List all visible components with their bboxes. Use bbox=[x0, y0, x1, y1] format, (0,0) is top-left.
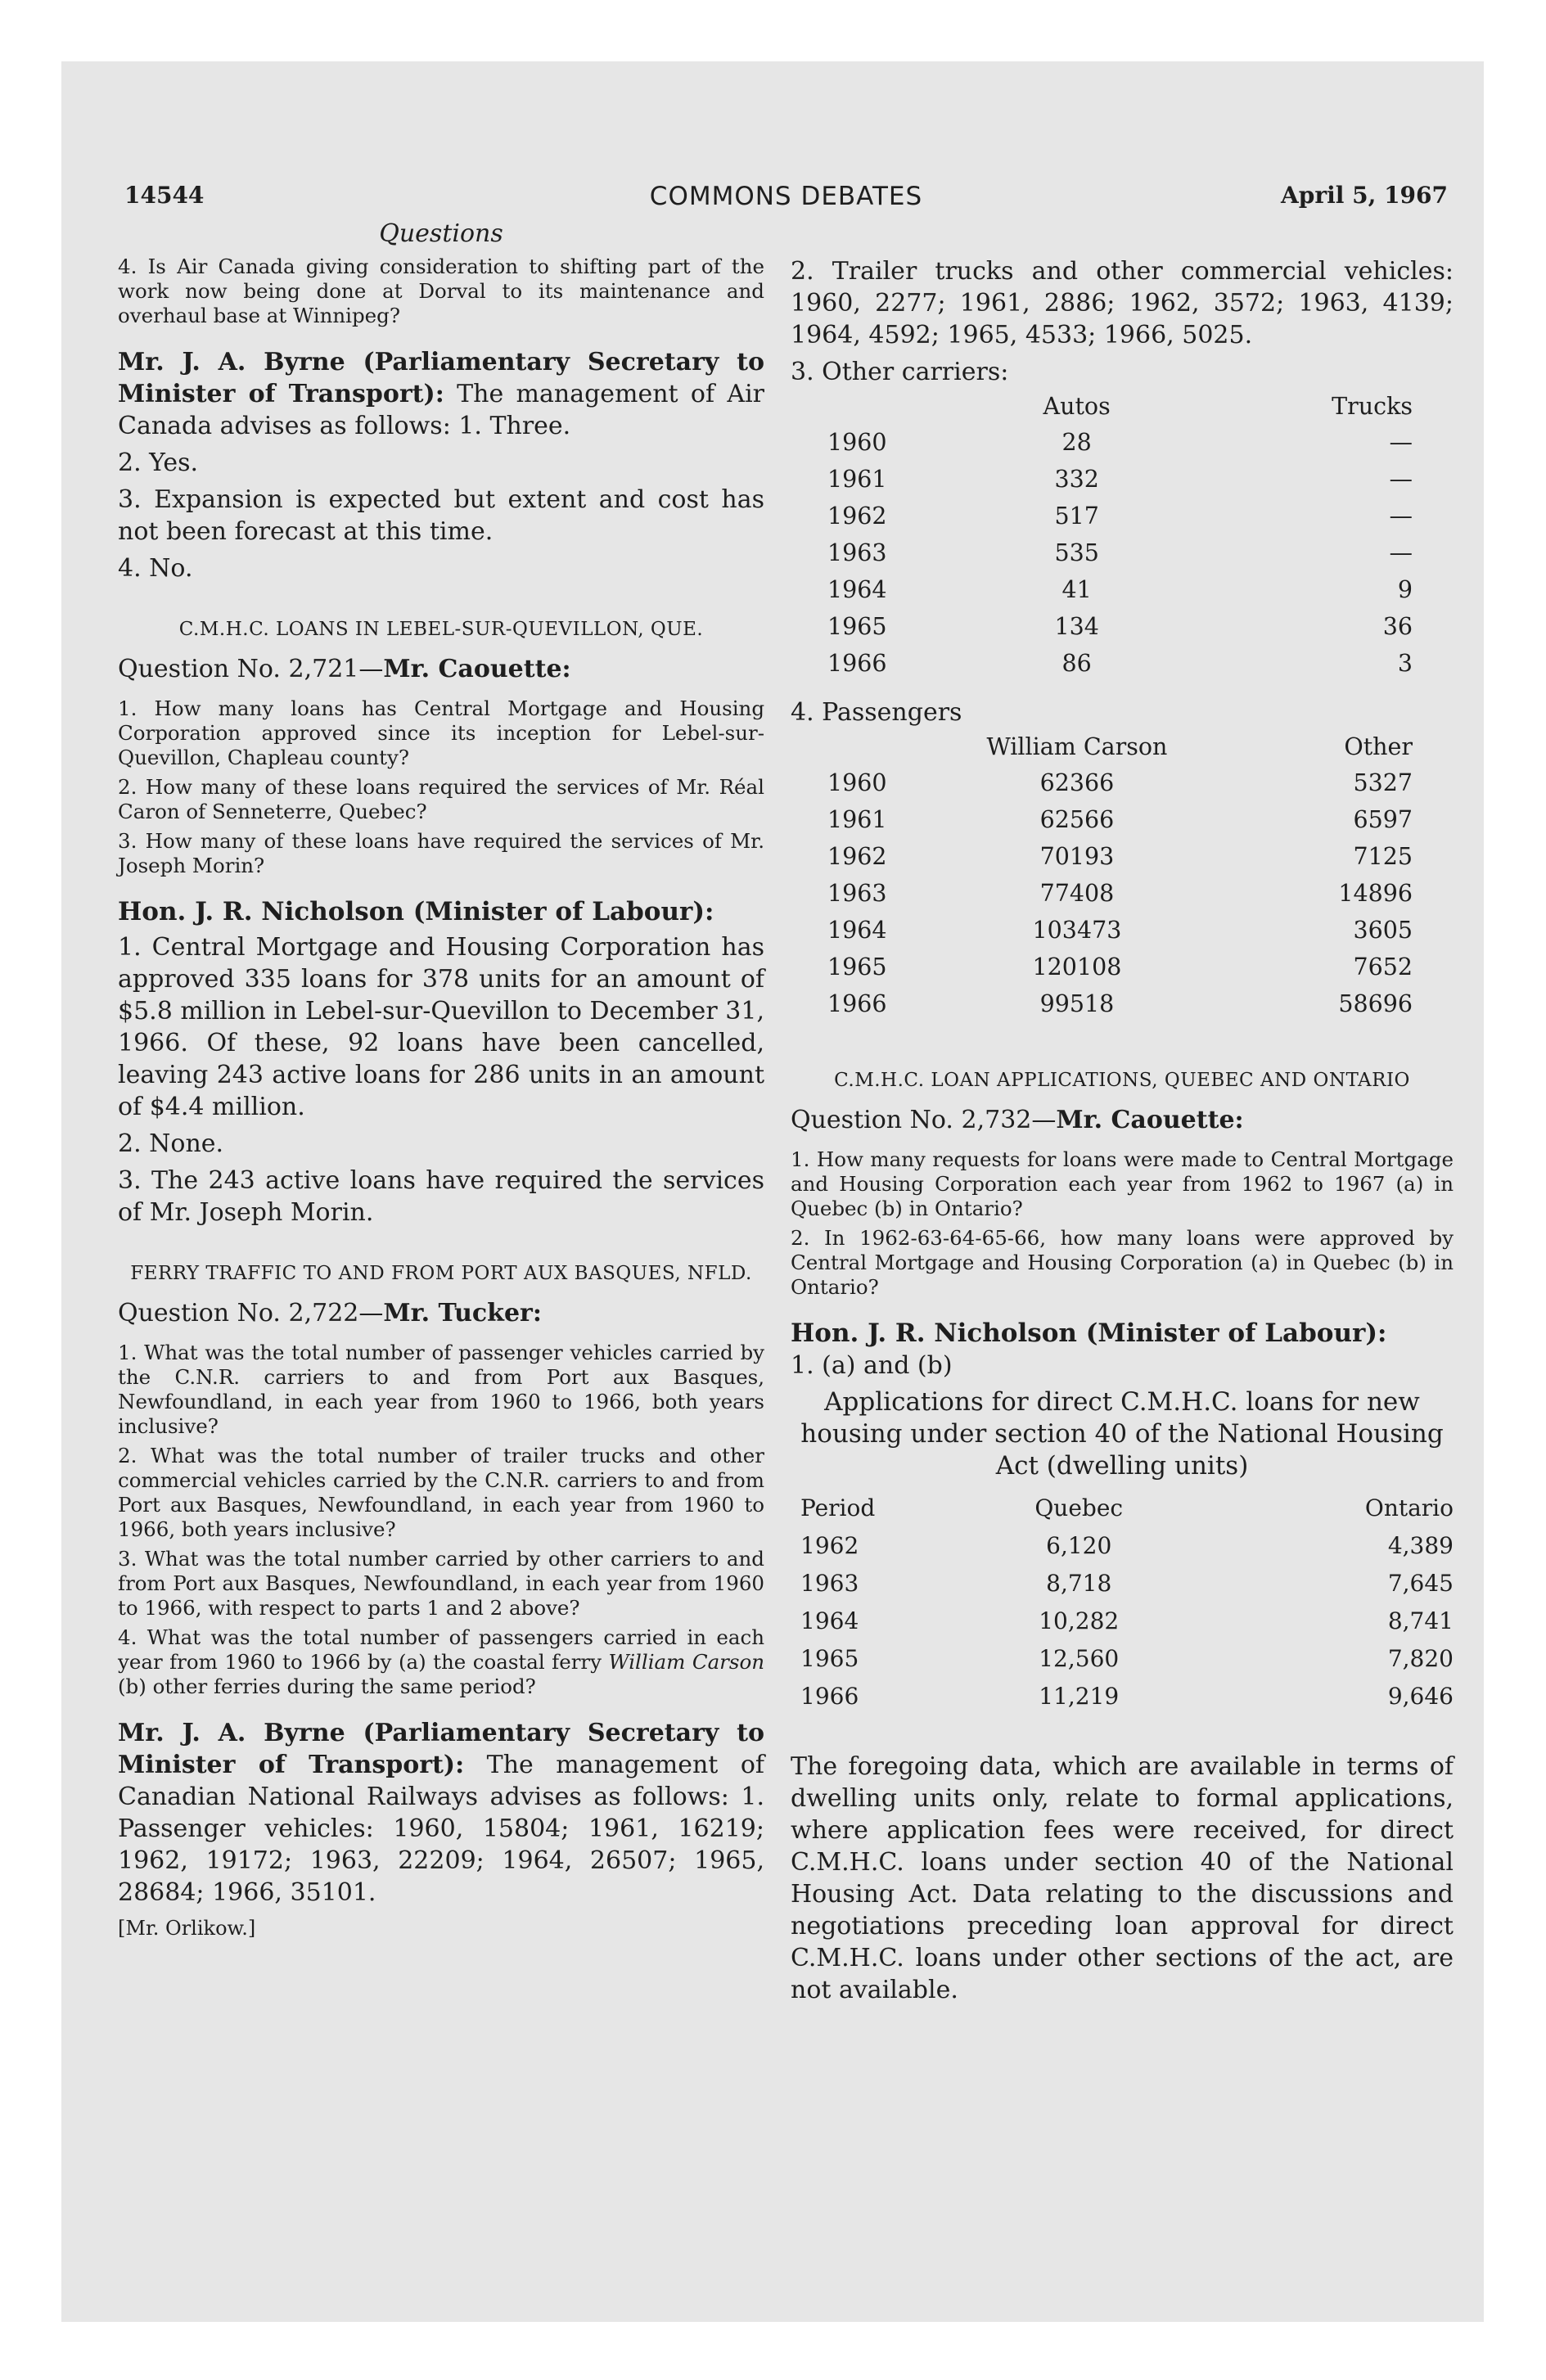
speaker-reference: [Mr. Orlikow.] bbox=[118, 1917, 256, 1940]
column-header: Autos bbox=[1043, 392, 1111, 420]
table-cell: 36 bbox=[1382, 613, 1413, 640]
question-text: 3. How many of these loans have required the services of Mr. Joseph Morin? bbox=[118, 829, 764, 877]
table-cell: 134 bbox=[1054, 613, 1099, 640]
table-cell: 517 bbox=[1054, 503, 1099, 530]
answer-item: 3. The 243 active loans have required the services of Mr. Joseph Morin. bbox=[118, 1166, 764, 1227]
table-row bbox=[807, 498, 1429, 534]
table-cell: 1965 bbox=[827, 953, 887, 980]
table-cell: — bbox=[1389, 503, 1413, 530]
table-row bbox=[807, 875, 1429, 912]
table-cell: — bbox=[1389, 539, 1413, 566]
table-header-row bbox=[791, 1489, 1454, 1526]
table-cell: 1963 bbox=[827, 880, 887, 907]
section-title: FERRY TRAFFIC TO AND FROM PORT AUX BASQUES, NFLD. bbox=[130, 1263, 752, 1284]
table-row bbox=[807, 838, 1429, 875]
table-cell: 41 bbox=[1061, 576, 1092, 603]
table-row bbox=[807, 801, 1429, 838]
table-row bbox=[807, 461, 1429, 498]
table-row bbox=[807, 424, 1429, 461]
table-cell: 6597 bbox=[1353, 806, 1413, 833]
column-header: Other bbox=[1344, 732, 1413, 760]
page-number: 14544 bbox=[124, 182, 205, 209]
column-header: Quebec bbox=[1034, 1494, 1124, 1521]
table-cell: 1960 bbox=[827, 429, 887, 456]
table-cell: 5327 bbox=[1353, 769, 1413, 796]
passengers-table bbox=[807, 728, 1429, 1022]
other-carriers-table bbox=[807, 388, 1429, 682]
table-cell: 535 bbox=[1054, 539, 1099, 566]
question-text: 4. What was the total number of passengers carried in each year from 1960 to 1966 by (a) the coastal ferry William Carson (b) other ferries during the same period? bbox=[118, 1625, 764, 1698]
table-cell: 332 bbox=[1054, 466, 1099, 493]
table-row bbox=[791, 1677, 1454, 1715]
table-row bbox=[791, 1639, 1454, 1677]
question-text: 4. Is Air Canada giving consideration to shifting part of the work now being done at Dorval to its maintenance and overhaul base at Winnipeg? bbox=[118, 255, 764, 327]
table-cell: 1963 bbox=[827, 539, 887, 566]
table-cell: — bbox=[1389, 466, 1413, 493]
closing-paragraph: The foregoing data, which are available in terms of dwelling units only, relate to formal applications, where application fees were received, for direct C.M.H.C. loans under section 40 of the National Housing Act. Data relating to the discussions and negotiations preceding loan approval for direct C.M.H.C. loans under other sections of the act, are not available. bbox=[791, 1752, 1454, 2004]
section-title: C.M.H.C. LOANS IN LEBEL-SUR-QUEVILLON, QUE. bbox=[178, 619, 704, 640]
table-cell: 4,389 bbox=[1387, 1531, 1454, 1559]
table-row bbox=[791, 1564, 1454, 1602]
table-cell: 6,120 bbox=[1046, 1531, 1112, 1559]
table-cell: — bbox=[1389, 429, 1413, 456]
table-cell: 7125 bbox=[1353, 843, 1413, 870]
table-row bbox=[791, 1602, 1454, 1639]
table-cell: 1961 bbox=[827, 806, 887, 833]
answer-item: 2. Yes. bbox=[118, 449, 199, 477]
table-caption: Applications for direct C.M.H.C. loans for new housing under section 40 of the National Housing Act (dwelling units) bbox=[800, 1387, 1444, 1481]
table-cell: 1962 bbox=[800, 1531, 859, 1559]
table-cell: 62366 bbox=[1039, 769, 1115, 796]
table-header-row bbox=[807, 388, 1429, 424]
column-header: Period bbox=[800, 1494, 876, 1521]
answer-item: 3. Expansion is expected but extent and cost has not been forecast at this time. bbox=[118, 485, 764, 546]
table-cell: 9 bbox=[1397, 576, 1413, 603]
table-cell: 28 bbox=[1061, 429, 1092, 456]
answer-item: 4. Passengers bbox=[791, 698, 962, 727]
table-row bbox=[807, 764, 1429, 801]
table-cell: 1961 bbox=[827, 466, 887, 493]
section-title: C.M.H.C. LOAN APPLICATIONS, QUEBEC AND ONTARIO bbox=[834, 1070, 1410, 1091]
table-cell: 1966 bbox=[827, 650, 887, 677]
table-cell: 103473 bbox=[1032, 917, 1122, 944]
table-cell: 7,820 bbox=[1387, 1644, 1454, 1672]
answer-text: The management of Canadian National Railways advises as follows: 1. Passenger vehicles: 1960, 15804; 1961, 16219; 1962, 19172; 1963, 22209; 1964, 26507; 1965, 28684; 1966, 35101. bbox=[118, 1751, 765, 1907]
table-cell: 10,282 bbox=[1039, 1607, 1120, 1634]
table-cell: 1962 bbox=[827, 503, 887, 530]
table-cell: 3 bbox=[1397, 650, 1413, 677]
table-cell: 1960 bbox=[827, 769, 887, 796]
table-cell: 8,741 bbox=[1387, 1607, 1454, 1634]
answer-paragraph bbox=[118, 346, 764, 442]
table-cell: 1966 bbox=[827, 990, 887, 1017]
answer-item: 1. (a) and (b) bbox=[791, 1351, 953, 1380]
table-cell: 8,718 bbox=[1046, 1569, 1112, 1597]
table-cell: 1964 bbox=[800, 1607, 859, 1634]
table-cell: 99518 bbox=[1039, 990, 1115, 1017]
answer-item: 2. Trailer trucks and other commercial vehicles: 1960, 2277; 1961, 2886; 1962, 3572; 1963, 4139; 1964, 4592; 1965, 4533; 1966, 5025. bbox=[791, 257, 1454, 349]
answer-item: 2. None. bbox=[118, 1129, 224, 1158]
question-text: 1. How many requests for loans were made to Central Mortgage and Housing Corporation each year from 1962 to 1967 (a) in Quebec (b) in Ontario? bbox=[791, 1147, 1454, 1220]
question-number: Question No. 2,722—Mr. Tucker: bbox=[118, 1299, 542, 1327]
table-row bbox=[791, 1526, 1454, 1564]
table-cell: 3605 bbox=[1353, 917, 1413, 944]
table-row bbox=[807, 985, 1429, 1022]
table-row bbox=[807, 571, 1429, 608]
table-cell: 14896 bbox=[1338, 880, 1413, 907]
column-header bbox=[807, 728, 962, 764]
answer-text: The management of Air Canada advises as follows: 1. Three. bbox=[118, 380, 765, 440]
speaker-name: Mr. J. A. Byrne (Parliamentary Secretary to Minister of Transport): bbox=[118, 1719, 764, 1779]
speaker-name: Mr. J. A. Byrne (Parliamentary Secretary to Minister of Transport): bbox=[118, 348, 764, 408]
table-cell: 12,560 bbox=[1039, 1644, 1120, 1672]
question-text: 3. What was the total number carried by other carriers to and from Port aux Basques, Newfoundland, in each year from 1960 to 1966, with respect to parts 1 and 2 above? bbox=[118, 1547, 764, 1620]
question-number: Question No. 2,721—Mr. Caouette: bbox=[118, 655, 571, 683]
publication-title: COMMONS DEBATES bbox=[649, 182, 923, 211]
question-number: Question No. 2,732—Mr. Caouette: bbox=[791, 1106, 1244, 1134]
table-cell: 86 bbox=[1061, 650, 1092, 677]
table-cell: 7652 bbox=[1353, 953, 1413, 980]
left-column bbox=[118, 219, 764, 1940]
speaker-name: Hon. J. R. Nicholson (Minister of Labour): bbox=[791, 1318, 1387, 1348]
table-row bbox=[807, 534, 1429, 571]
answer-item: 4. No. bbox=[118, 554, 193, 583]
question-text: 2. How many of these loans required the services of Mr. Réal Caron of Senneterre, Quebec? bbox=[118, 775, 764, 823]
right-column bbox=[791, 219, 1454, 2011]
table-header-row bbox=[807, 728, 1429, 764]
publication-date: April 5, 1967 bbox=[1281, 182, 1448, 209]
question-text: 2. In 1962-63-64-65-66, how many loans were approved by Central Mortgage and Housing Corporation (a) in Quebec (b) in Ontario? bbox=[791, 1226, 1454, 1299]
question-text: 1. What was the total number of passenger vehicles carried by the C.N.R. carriers to and from Port aux Basques, Newfoundland, in each year from 1960 to 1966, both years inclusive? bbox=[118, 1341, 764, 1438]
table-cell: 1965 bbox=[800, 1644, 859, 1672]
table-cell: 1964 bbox=[827, 917, 887, 944]
answer-paragraph bbox=[118, 1717, 764, 1909]
table-cell: 1965 bbox=[827, 613, 887, 640]
table-cell: 1964 bbox=[827, 576, 887, 603]
page-header bbox=[124, 182, 1448, 214]
table-cell: 11,219 bbox=[1039, 1682, 1120, 1710]
column-header: William Carson bbox=[986, 732, 1168, 760]
table-row bbox=[807, 608, 1429, 645]
table-row bbox=[807, 645, 1429, 682]
table-cell: 9,646 bbox=[1387, 1682, 1454, 1710]
table-cell: 62566 bbox=[1039, 806, 1115, 833]
answer-item: 3. Other carriers: bbox=[791, 358, 1009, 386]
table-cell: 7,645 bbox=[1387, 1569, 1454, 1597]
table-cell: 1966 bbox=[800, 1682, 859, 1710]
question-text: 2. What was the total number of trailer trucks and other commercial vehicles carried by the C.N.R. carriers to and from Port aux Basques, Newfoundland, in each year from 1960 to 1966, both years inclusive? bbox=[118, 1444, 764, 1541]
table-row bbox=[807, 912, 1429, 949]
column-header: Ontario bbox=[1364, 1494, 1454, 1521]
table-cell: 1963 bbox=[800, 1569, 859, 1597]
table-row bbox=[807, 949, 1429, 985]
speaker-name: Hon. J. R. Nicholson (Minister of Labour): bbox=[118, 897, 714, 926]
answer-item: 1. Central Mortgage and Housing Corporation has approved 335 loans for 378 units for an amount of $5.8 million in Lebel-sur-Quevillon to December 31, 1966. Of these, 92 loans have been cancelled, leaving 243 active loans for 286 units in an amount of $4.4 million. bbox=[118, 933, 764, 1121]
column-header bbox=[807, 388, 962, 424]
question-text: 1. How many loans has Central Mortgage and Housing Corporation approved since its inception for Lebel-sur-Quevillon, Chapleau county? bbox=[118, 696, 764, 769]
table-cell: 120108 bbox=[1032, 953, 1122, 980]
table-cell: 58696 bbox=[1338, 990, 1413, 1017]
table-cell: 77408 bbox=[1039, 880, 1115, 907]
table-cell: 70193 bbox=[1039, 843, 1115, 870]
column-header: Trucks bbox=[1332, 392, 1413, 420]
table-cell: 1962 bbox=[827, 843, 887, 870]
subheading: Questions bbox=[379, 219, 503, 248]
applications-table bbox=[791, 1489, 1454, 1715]
